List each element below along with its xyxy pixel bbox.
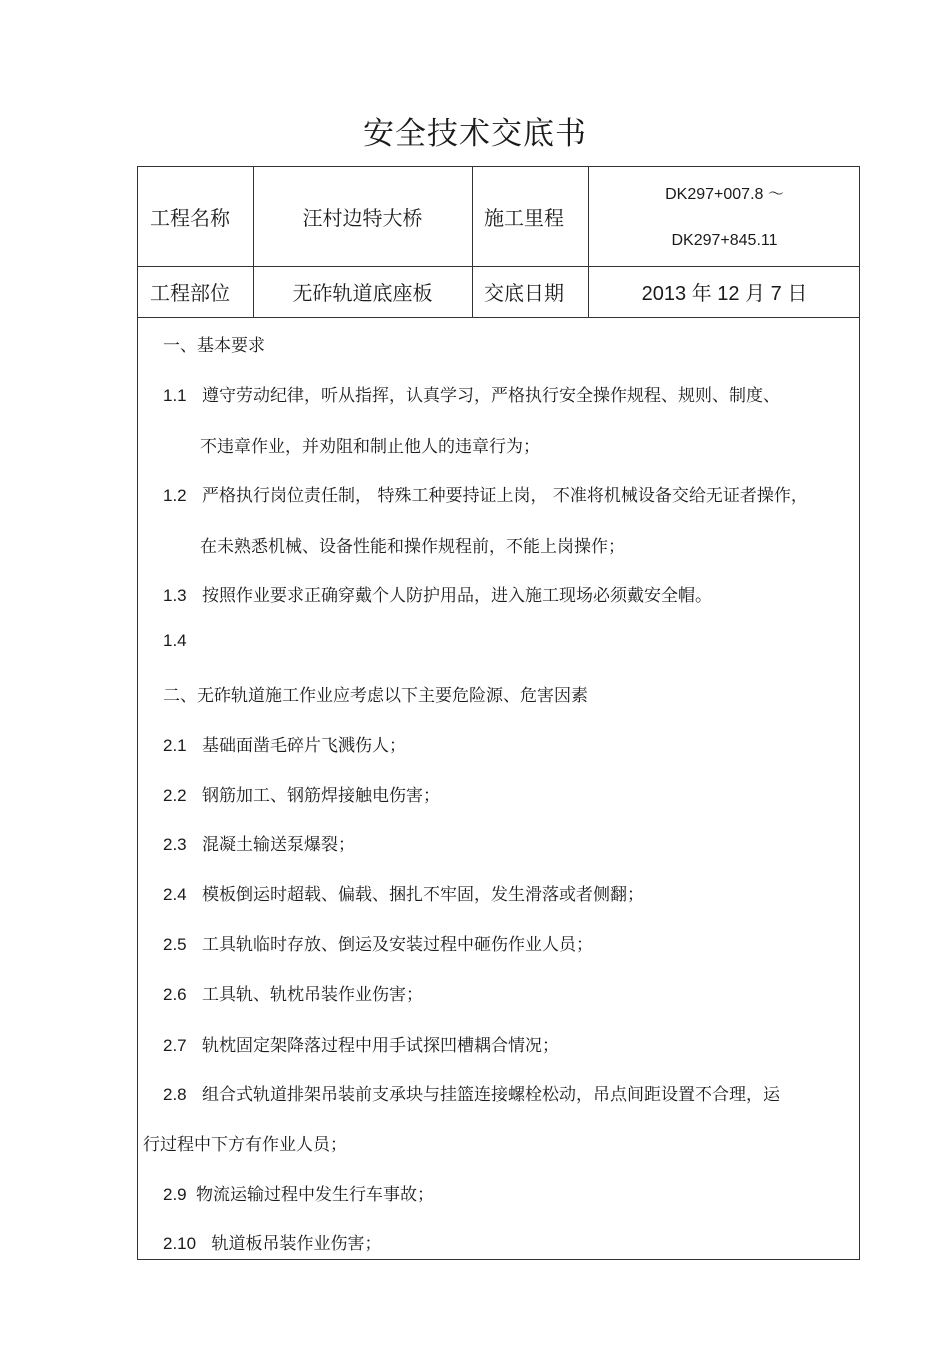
item-text: 轨枕固定架降落过程中用手试探凹槽耦合情况； (202, 1036, 560, 1056)
item-text: 轨道板吊装作业伤害； (211, 1234, 382, 1254)
item-number: 2.6 (163, 985, 187, 1004)
item-text: 物流运输过程中发生行车事故； (196, 1185, 435, 1205)
list-item-2-1 (163, 731, 406, 756)
project-part-label: 工程部位 (150, 281, 230, 305)
item-number: 2.10 (163, 1234, 197, 1253)
list-item-2-9 (163, 1180, 434, 1205)
list-item-1-3 (163, 581, 712, 606)
item-text: 工具轨临时存放、倒运及安装过程中砸伤作业人员； (202, 935, 594, 955)
list-item-1-4 (163, 631, 187, 651)
project-name-label: 工程名称 (150, 206, 230, 230)
document-title: 安全技术交底书 (363, 116, 587, 152)
item-number: 2.7 (163, 1036, 187, 1055)
list-item-2-3 (163, 830, 355, 855)
list-item-2-2 (163, 781, 440, 806)
list-item-1-1-continued: 不违章作业，并劝阻和制止他人的违章行为； (200, 437, 540, 457)
briefing-date-value: 2013 年 12 月 7 日 (641, 283, 808, 305)
list-item-2-8 (163, 1080, 780, 1105)
mileage-value-start: DK297+007.8 ～ (665, 185, 784, 203)
item-number: 1.1 (163, 386, 187, 405)
list-item-2-6 (163, 980, 423, 1005)
list-item-1-1 (163, 381, 780, 406)
item-number: 2.8 (163, 1085, 187, 1104)
item-number: 2.9 (163, 1185, 187, 1204)
item-number: 1.3 (163, 586, 187, 605)
item-text: 组合式轨道排架吊装前支承块与挂篮连接螺栓松动，吊点间距设置不合理，运 (202, 1085, 781, 1105)
list-item-2-7 (163, 1031, 559, 1056)
item-text: 基础面凿毛碎片飞溅伤人； (202, 736, 407, 756)
list-item-2-4 (163, 880, 644, 905)
item-text: 严格执行岗位责任制， 特殊工种要持证上岗， 不准将机械设备交给无证者操作， (202, 486, 808, 506)
list-item-2-10 (163, 1229, 382, 1254)
item-text: 遵守劳动纪律，听从指挥，认真学习，严格执行安全操作规程、规则、制度、 (202, 386, 781, 406)
item-number: 2.5 (163, 935, 187, 954)
mileage-label: 施工里程 (484, 206, 564, 230)
item-text: 钢筋加工、钢筋焊接触电伤害； (202, 786, 441, 806)
item-text: 模板倒运时超载、偏载、捆扎不牢固，发生滑落或者侧翻； (202, 885, 645, 905)
item-text: 按照作业要求正确穿戴个人防护用品，进入施工现场必须戴安全帽。 (202, 586, 713, 606)
mileage-value-end: DK297+845.11 (671, 232, 778, 249)
item-text: 工具轨、轨枕吊装作业伤害； (202, 985, 424, 1005)
list-item-2-5 (163, 930, 593, 955)
list-item-2-8-continued: 行过程中下方有作业人员； (143, 1135, 347, 1155)
item-number: 1.4 (163, 631, 187, 650)
project-part-value: 无砟轨道底座板 (292, 281, 433, 305)
item-number: 2.3 (163, 835, 187, 854)
briefing-date-label: 交底日期 (484, 281, 564, 305)
project-name-value: 汪村边特大桥 (302, 206, 423, 230)
item-text: 混凝土输送泵爆裂； (202, 835, 356, 855)
section-2-heading: 二、无砟轨道施工作业应考虑以下主要危险源、危害因素 (163, 686, 588, 706)
list-item-1-2 (163, 481, 808, 506)
section-1-heading: 一、基本要求 (163, 336, 265, 356)
item-number: 1.2 (163, 486, 187, 505)
list-item-1-2-continued: 在未熟悉机械、设备性能和操作规程前，不能上岗操作； (200, 537, 625, 557)
item-number: 2.1 (163, 736, 187, 755)
item-number: 2.4 (163, 885, 187, 904)
item-number: 2.2 (163, 786, 187, 805)
row-divider (138, 317, 859, 318)
